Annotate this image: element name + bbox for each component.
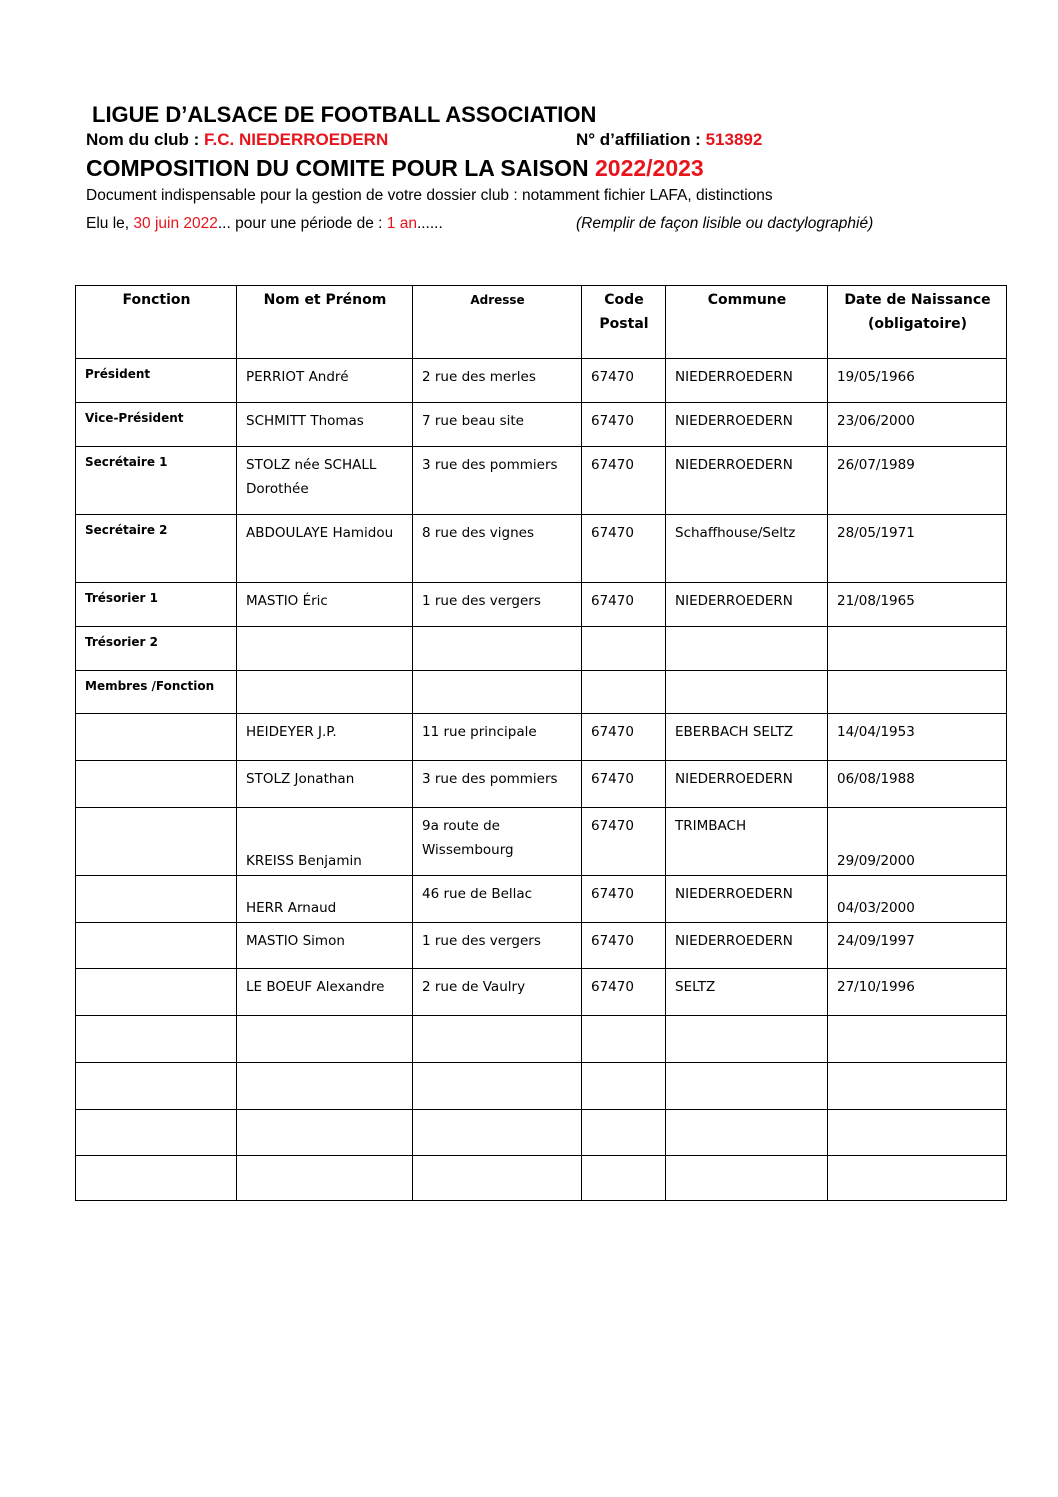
- cell-fonction: Trésorier 1: [76, 583, 237, 627]
- cell-code-postal: 67470: [582, 515, 666, 583]
- cell-naissance: [828, 1063, 1007, 1110]
- affiliation-number: 513892: [705, 130, 763, 149]
- cell-commune: NIEDERROEDERN: [666, 923, 828, 969]
- cell-commune: SELTZ: [666, 969, 828, 1016]
- cell-nom: SCHMITT Thomas: [237, 403, 413, 447]
- fill-hint: (Remplir de façon lisible ou dactylographié): [576, 215, 874, 232]
- table-row: [76, 969, 1007, 1016]
- cell-commune: [666, 1110, 828, 1156]
- cell-adresse: 9a route de Wissembourg: [413, 808, 582, 876]
- cell-naissance: 14/04/1953: [828, 714, 1007, 761]
- cell-fonction: Trésorier 2: [76, 627, 237, 671]
- cell-adresse: 1 rue des vergers: [413, 583, 582, 627]
- cell-fonction: [76, 876, 237, 923]
- affiliation-label: N° d’affiliation :: [576, 130, 706, 149]
- cell-adresse: 8 rue des vignes: [413, 515, 582, 583]
- table-row: [76, 761, 1007, 808]
- cell-code-postal: [582, 627, 666, 671]
- cell-commune: [666, 671, 828, 714]
- cell-nom: [237, 627, 413, 671]
- cell-code-postal: [582, 671, 666, 714]
- cell-code-postal: 67470: [582, 447, 666, 515]
- cell-adresse: [413, 1063, 582, 1110]
- cell-adresse: 2 rue des merles: [413, 359, 582, 403]
- cell-naissance: 29/09/2000: [828, 808, 1007, 876]
- cell-commune: [666, 1016, 828, 1063]
- cell-code-postal: 67470: [582, 969, 666, 1016]
- cell-code-postal: 67470: [582, 761, 666, 808]
- cell-code-postal: 67470: [582, 876, 666, 923]
- cell-nom: KREISS Benjamin: [237, 808, 413, 876]
- header-row: [76, 286, 1007, 359]
- cell-commune: Schaffhouse/Seltz: [666, 515, 828, 583]
- cell-nom: [237, 1156, 413, 1201]
- cell-nom: [237, 671, 413, 714]
- table-row: [76, 1063, 1007, 1110]
- table-row: [76, 671, 1007, 714]
- cell-code-postal: 67470: [582, 714, 666, 761]
- league-title: LIGUE D’ALSACE DE FOOTBALL ASSOCIATION: [92, 102, 597, 127]
- composition-label: COMPOSITION DU COMITE POUR LA SAISON: [86, 155, 595, 181]
- col-header-naissance: Date de Naissance (obligatoire): [828, 286, 1007, 359]
- cell-naissance: 27/10/1996: [828, 969, 1007, 1016]
- cell-naissance: [828, 671, 1007, 714]
- cell-naissance: [828, 1016, 1007, 1063]
- cell-fonction: Président: [76, 359, 237, 403]
- cell-commune: [666, 1156, 828, 1201]
- club-label: Nom du club :: [86, 130, 205, 149]
- cell-naissance: 28/05/1971: [828, 515, 1007, 583]
- table-row: [76, 583, 1007, 627]
- cell-fonction: Membres /Fonction: [76, 671, 237, 714]
- table-row: [76, 1016, 1007, 1063]
- cell-commune: [666, 1063, 828, 1110]
- cell-code-postal: [582, 1016, 666, 1063]
- cell-adresse: [413, 1016, 582, 1063]
- cell-fonction: [76, 969, 237, 1016]
- cell-fonction: [76, 923, 237, 969]
- cell-naissance: 23/06/2000: [828, 403, 1007, 447]
- cell-fonction: [76, 1156, 237, 1201]
- cell-fonction: Vice-Président: [76, 403, 237, 447]
- cell-fonction: [76, 1110, 237, 1156]
- cell-nom: MASTIO Simon: [237, 923, 413, 969]
- cell-nom: STOLZ Jonathan: [237, 761, 413, 808]
- cell-adresse: 3 rue des pommiers: [413, 447, 582, 515]
- cell-commune: NIEDERROEDERN: [666, 403, 828, 447]
- cell-naissance: 26/07/1989: [828, 447, 1007, 515]
- cell-naissance: [828, 1110, 1007, 1156]
- table-row: [76, 627, 1007, 671]
- cell-naissance: 06/08/1988: [828, 761, 1007, 808]
- cell-commune: NIEDERROEDERN: [666, 761, 828, 808]
- table-row: [76, 714, 1007, 761]
- cell-adresse: 1 rue des vergers: [413, 923, 582, 969]
- season: 2022/2023: [595, 155, 704, 181]
- cell-nom: [237, 1110, 413, 1156]
- cell-commune: TRIMBACH: [666, 808, 828, 876]
- cell-commune: [666, 627, 828, 671]
- col-header-nom: Nom et Prénom: [237, 286, 413, 359]
- cell-naissance: [828, 1156, 1007, 1201]
- table-row: [76, 876, 1007, 923]
- table-row: [76, 1110, 1007, 1156]
- cell-naissance: 19/05/1966: [828, 359, 1007, 403]
- cell-naissance: 21/08/1965: [828, 583, 1007, 627]
- table-row: [76, 359, 1007, 403]
- committee-table: [75, 285, 1007, 1201]
- cell-adresse: 3 rue des pommiers: [413, 761, 582, 808]
- document-note: Document indispensable pour la gestion de votre dossier club : notamment fichier LAFA, distinctions: [86, 187, 773, 204]
- period-label: ... pour une période de :: [217, 215, 387, 232]
- cell-adresse: [413, 627, 582, 671]
- affiliation: [576, 130, 762, 150]
- table-row: [76, 1156, 1007, 1201]
- cell-adresse: [413, 1156, 582, 1201]
- cell-fonction: [76, 714, 237, 761]
- cell-code-postal: [582, 1110, 666, 1156]
- cell-nom: [237, 1016, 413, 1063]
- cell-code-postal: 67470: [582, 923, 666, 969]
- club-line: [86, 130, 763, 150]
- cell-fonction: Secrétaire 2: [76, 515, 237, 583]
- period-suffix: ......: [416, 215, 443, 232]
- cell-nom: STOLZ née SCHALL Dorothée: [237, 447, 413, 515]
- cell-fonction: [76, 1063, 237, 1110]
- cell-adresse: 7 rue beau site: [413, 403, 582, 447]
- col-header-code-postal: Code Postal: [582, 286, 666, 359]
- cell-naissance: 04/03/2000: [828, 876, 1007, 923]
- table-row: [76, 923, 1007, 969]
- cell-adresse: 46 rue de Bellac: [413, 876, 582, 923]
- table-row: [76, 447, 1007, 515]
- cell-fonction: [76, 761, 237, 808]
- cell-naissance: [828, 627, 1007, 671]
- cell-commune: NIEDERROEDERN: [666, 583, 828, 627]
- cell-commune: NIEDERROEDERN: [666, 876, 828, 923]
- table-row: [76, 515, 1007, 583]
- cell-adresse: 11 rue principale: [413, 714, 582, 761]
- cell-code-postal: 67470: [582, 583, 666, 627]
- cell-nom: [237, 1063, 413, 1110]
- cell-adresse: [413, 671, 582, 714]
- elu-label: Elu le,: [86, 215, 134, 232]
- cell-code-postal: [582, 1156, 666, 1201]
- cell-commune: NIEDERROEDERN: [666, 359, 828, 403]
- cell-code-postal: 67470: [582, 403, 666, 447]
- election-line: [86, 215, 874, 233]
- composition-title: [86, 155, 704, 182]
- col-header-adresse: Adresse: [413, 286, 582, 359]
- cell-code-postal: [582, 1063, 666, 1110]
- cell-nom: HEIDEYER J.P.: [237, 714, 413, 761]
- cell-nom: MASTIO Éric: [237, 583, 413, 627]
- cell-fonction: [76, 808, 237, 876]
- club-name: F.C. NIEDERROEDERN: [204, 130, 389, 149]
- cell-nom: PERRIOT André: [237, 359, 413, 403]
- table-row: [76, 808, 1007, 876]
- cell-fonction: Secrétaire 1: [76, 447, 237, 515]
- cell-nom: HERR Arnaud: [237, 876, 413, 923]
- col-header-commune: Commune: [666, 286, 828, 359]
- cell-nom: LE BOEUF Alexandre: [237, 969, 413, 1016]
- cell-code-postal: 67470: [582, 359, 666, 403]
- table-row: [76, 403, 1007, 447]
- cell-nom: ABDOULAYE Hamidou: [237, 515, 413, 583]
- cell-adresse: 2 rue de Vaulry: [413, 969, 582, 1016]
- cell-commune: EBERBACH SELTZ: [666, 714, 828, 761]
- elu-date: 30 juin 2022: [133, 215, 218, 232]
- period-value: 1 an: [386, 215, 417, 232]
- cell-adresse: [413, 1110, 582, 1156]
- col-header-fonction: Fonction: [76, 286, 237, 359]
- cell-commune: NIEDERROEDERN: [666, 447, 828, 515]
- cell-fonction: [76, 1016, 237, 1063]
- cell-code-postal: 67470: [582, 808, 666, 876]
- cell-naissance: 24/09/1997: [828, 923, 1007, 969]
